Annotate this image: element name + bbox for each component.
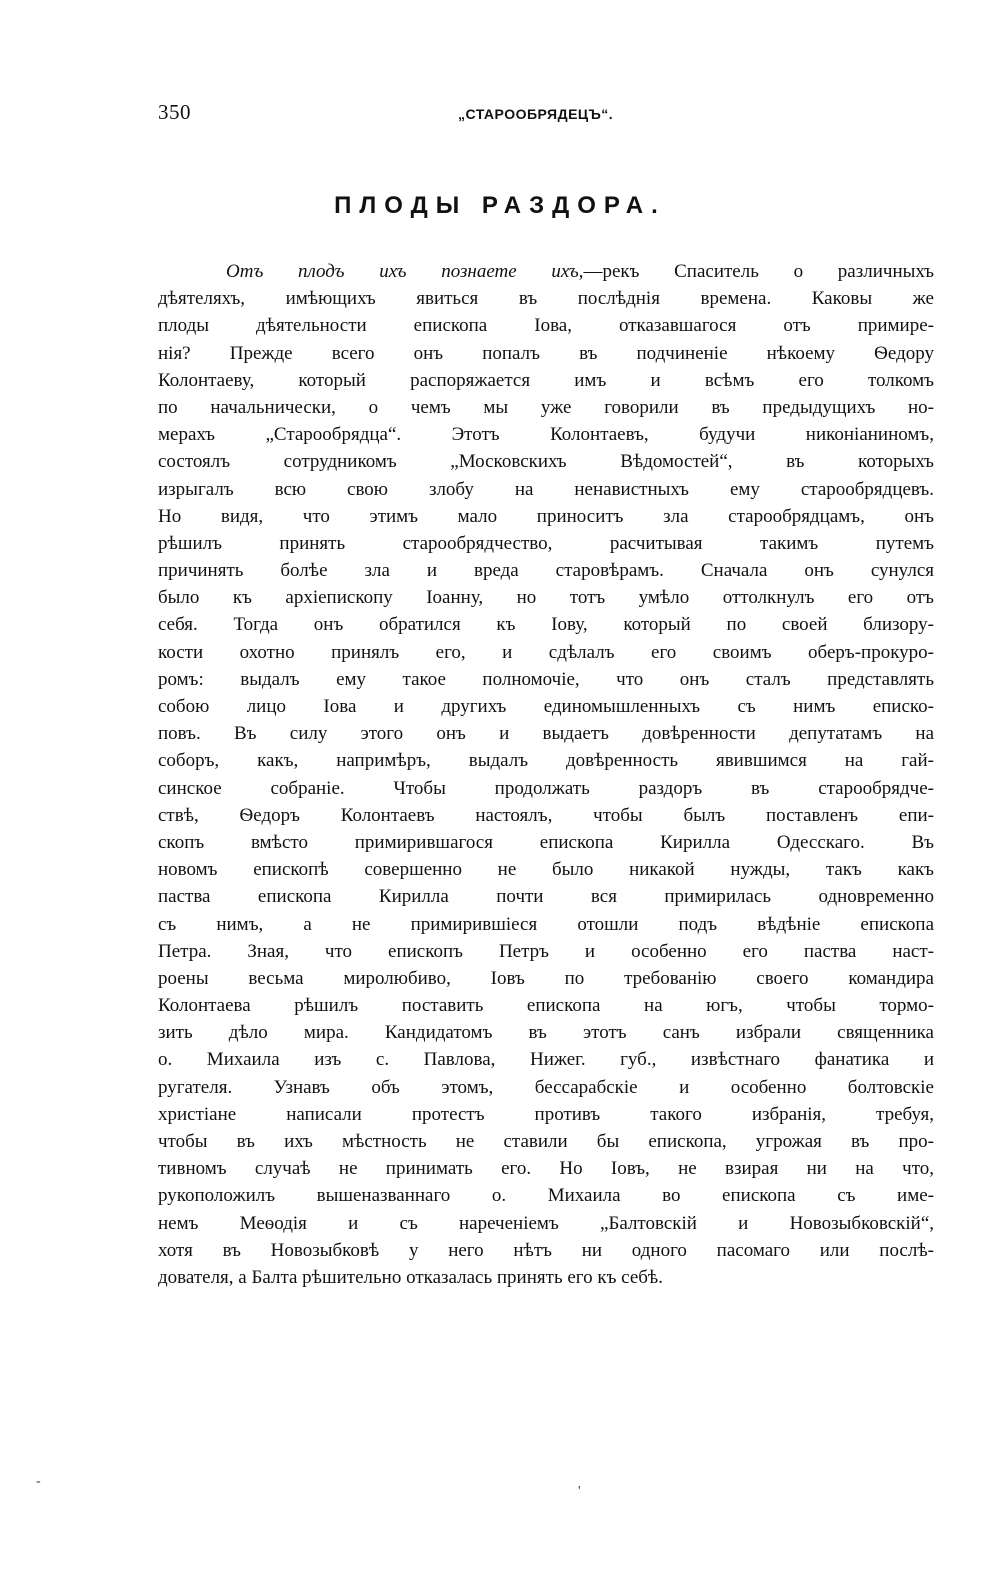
- text-line: зить дѣло мира. Кандидатомъ въ этотъ санъ избрали священника: [158, 1022, 934, 1044]
- text-line: повъ. Въ силу этого онъ и выдаетъ довѣренности депутатамъ на: [158, 723, 934, 745]
- scan-speck: -: [36, 1474, 41, 1489]
- text-line: было къ архіепископу Іоанну, но тотъ умѣло оттолкнулъ его отъ: [158, 587, 934, 609]
- text-line: изрыгалъ всю свою злобу на ненавистныхъ ему старообрядцевъ.: [158, 478, 934, 500]
- text-line: Но видя, что этимъ мало приноситъ зла старообрядцамъ, онъ: [158, 505, 934, 527]
- text-line: мерахъ „Старообрядца“. Этотъ Колонтаевъ, будучи никоніаниномъ,: [158, 424, 934, 446]
- article-body: [158, 258, 934, 1291]
- text-line: причинять болѣе зла и вреда старовѣрамъ. Сначала онъ сунулся: [158, 560, 934, 582]
- text-line: ругателя. Узнавъ объ этомъ, бессарабскіе и особенно болтовскіе: [158, 1076, 934, 1098]
- text-line: себя. Тогда онъ обратился къ Іову, который по своей близору-: [158, 614, 934, 636]
- text-line: Колонтаеву, который распоряжается имъ и всѣмъ его толкомъ: [158, 369, 934, 391]
- text-line: синское собраніе. Чтобы продолжать раздоръ въ старообрядче-: [158, 777, 934, 799]
- page-number: 350: [158, 100, 191, 124]
- text-line: плоды дѣятельности епископа Іова, отказавшагося отъ примире-: [158, 315, 934, 337]
- text-line: состоялъ сотрудникомъ „Московскихъ Вѣдомостей“, въ которыхъ: [158, 451, 934, 473]
- text-line: [158, 258, 934, 285]
- text-line: дователя, а Балта рѣшительно отказалась принять его къ себѣ.: [158, 1266, 663, 1288]
- text-line: о. Михаила изъ с. Павлова, Нижег. губ., извѣстнаго фанатика и: [158, 1049, 934, 1071]
- text-line: паства епископа Кирилла почти вся примирилась одновременно: [158, 886, 934, 908]
- article-title: ПЛОДЫ РАЗДОРА.: [334, 192, 666, 219]
- text-line: роены весьма миролюбиво, Іовъ по требованію своего командира: [158, 967, 934, 989]
- text-line: дѣятеляхъ, имѣющихъ явиться въ послѣднія времена. Каковы же: [158, 288, 934, 310]
- text-line: съ нимъ, а не примирившіеся отошли подъ вѣдѣніе епископа: [158, 913, 934, 935]
- text-line: нія? Прежде всего онъ попалъ въ подчиненіе нѣкоему Ѳедору: [158, 342, 934, 364]
- text-line: тивномъ случаѣ не принимать его. Но Іовъ, не взирая ни на что,: [158, 1158, 934, 1180]
- text-line-rest: —рекъ Спаситель о различныхъ: [583, 261, 934, 282]
- text-line: рѣшилъ принять старообрядчество, расчитывая такимъ путемъ: [158, 532, 934, 554]
- text-line: собою лицо Іова и другихъ единомышленныхъ съ нимъ еписко-: [158, 696, 934, 717]
- text-line: рукоположилъ вышеназваннаго о. Михаила во епископа съ име-: [158, 1185, 934, 1207]
- text-line: Петра. Зная, что епископъ Петръ и особенно его паства наст-: [158, 940, 934, 962]
- text-line: немъ Меѳодія и съ нареченіемъ „Балтовскій и Новозыбковскій“,: [158, 1212, 934, 1234]
- text-line: кости охотно принялъ его, и сдѣлалъ его своимъ оберъ-прокуро-: [158, 641, 934, 663]
- text-line: чтобы въ ихъ мѣстность не ставили бы епископа, угрожая въ про-: [158, 1131, 934, 1152]
- text-line: христіане написали протестъ противъ такого избранія, требуя,: [158, 1103, 934, 1125]
- text-line: скопъ вмѣсто примирившагося епископа Кирилла Одесскаго. Въ: [158, 831, 934, 853]
- text-line: ромъ: выдалъ ему такое полномочіе, что онъ сталъ представлять: [158, 668, 934, 690]
- text-line: хотя въ Новозыбковѣ у него нѣтъ ни одного пасомаго или послѣ-: [158, 1239, 934, 1261]
- text-line: по начальнически, о чемъ мы уже говорили въ предыдущихъ но-: [158, 396, 934, 418]
- scan-speck: ': [578, 1484, 581, 1499]
- text-line: ствѣ, Ѳедоръ Колонтаевъ настоялъ, чтобы былъ поставленъ епи-: [158, 804, 934, 826]
- text-line: соборъ, какъ, напримѣръ, выдалъ довѣренность явившимся на гай-: [158, 750, 934, 772]
- epigraph: Отъ плодъ ихъ познаете ихъ,: [226, 261, 584, 282]
- text-line: новомъ епископѣ совершенно не было никакой нужды, такъ какъ: [158, 859, 934, 881]
- running-head: [158, 100, 938, 130]
- running-title: „СТАРООБРЯДЕЦЪ“.: [458, 106, 614, 122]
- text-line: Колонтаева рѣшилъ поставить епископа на югъ, чтобы тормо-: [158, 995, 934, 1017]
